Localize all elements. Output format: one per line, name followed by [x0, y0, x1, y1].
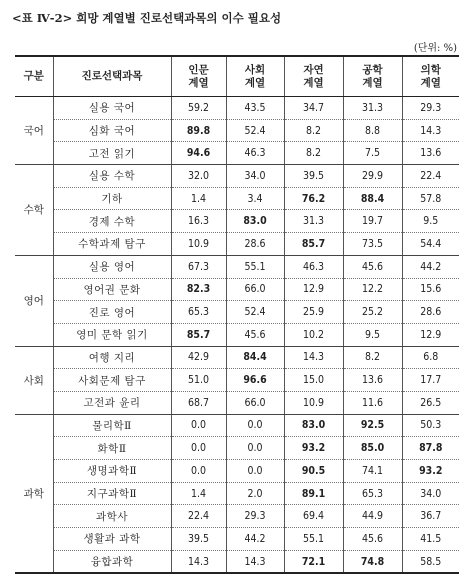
subject-cell: 실용 영어 — [53, 255, 171, 278]
value-cell: 17.7 — [402, 369, 459, 392]
value-cell: 44.2 — [226, 528, 284, 551]
table-body — [15, 97, 459, 574]
value-cell: 14.3 — [226, 550, 284, 573]
value-cell: 28.6 — [402, 301, 459, 324]
value-cell: 50.3 — [402, 414, 459, 437]
value-cell: 25.9 — [284, 301, 343, 324]
value-cell: 8.8 — [343, 119, 402, 142]
table-row — [15, 187, 459, 210]
value-cell: 45.6 — [343, 528, 402, 551]
value-cell: 0.0 — [171, 460, 226, 483]
value-cell: 41.5 — [402, 528, 459, 551]
header-col — [171, 56, 226, 97]
value-cell: 76.2 — [284, 187, 343, 210]
subject-cell: 사회문제 탐구 — [53, 369, 171, 392]
value-cell: 65.3 — [171, 301, 226, 324]
subject-cell: 물리학Ⅱ — [53, 414, 171, 437]
value-cell: 12.9 — [402, 323, 459, 346]
value-cell: 10.9 — [284, 391, 343, 414]
table-row — [15, 165, 459, 188]
value-cell: 31.3 — [343, 97, 402, 120]
value-cell: 83.0 — [226, 210, 284, 233]
value-cell: 0.0 — [226, 414, 284, 437]
value-cell: 73.5 — [343, 233, 402, 256]
value-cell: 85.0 — [343, 437, 402, 460]
table-row — [15, 323, 459, 346]
value-cell: 66.0 — [226, 391, 284, 414]
data-table — [15, 55, 459, 574]
value-cell: 74.8 — [343, 550, 402, 573]
value-cell: 32.0 — [171, 165, 226, 188]
table-row — [15, 210, 459, 233]
header-group: 구분 — [15, 56, 53, 97]
value-cell: 45.6 — [226, 323, 284, 346]
value-cell: 90.5 — [284, 460, 343, 483]
value-cell: 66.0 — [226, 278, 284, 301]
table-row — [15, 142, 459, 165]
table-title: <표 Ⅳ-2> 희망 계열별 진로선택과목의 이수 필요성 — [12, 11, 282, 25]
value-cell: 89.1 — [284, 482, 343, 505]
subject-cell: 심화 국어 — [53, 119, 171, 142]
table-row — [15, 97, 459, 120]
value-cell: 26.5 — [402, 391, 459, 414]
value-cell: 9.5 — [343, 323, 402, 346]
value-cell: 2.0 — [226, 482, 284, 505]
group-cell: 영어 — [15, 255, 53, 346]
value-cell: 94.6 — [171, 142, 226, 165]
value-cell: 34.0 — [226, 165, 284, 188]
value-cell: 25.2 — [343, 301, 402, 324]
header-col — [402, 56, 459, 97]
header-col-label: 자연 계열 — [303, 63, 324, 89]
table-row — [15, 278, 459, 301]
value-cell: 65.3 — [343, 482, 402, 505]
header-col — [284, 56, 343, 97]
subject-cell: 실용 국어 — [53, 97, 171, 120]
subject-cell: 영미 문학 읽기 — [53, 323, 171, 346]
value-cell: 46.3 — [226, 142, 284, 165]
table-row — [15, 505, 459, 528]
value-cell: 88.4 — [343, 187, 402, 210]
subject-cell: 고전 읽기 — [53, 142, 171, 165]
value-cell: 51.0 — [171, 369, 226, 392]
header-row — [15, 56, 459, 97]
header-subject: 진로선택과목 — [53, 56, 171, 97]
value-cell: 68.7 — [171, 391, 226, 414]
table-row — [15, 437, 459, 460]
value-cell: 16.3 — [171, 210, 226, 233]
value-cell: 11.6 — [343, 391, 402, 414]
value-cell: 12.2 — [343, 278, 402, 301]
subject-cell: 생명과학Ⅱ — [53, 460, 171, 483]
value-cell: 6.8 — [402, 346, 459, 369]
value-cell: 54.4 — [402, 233, 459, 256]
subject-cell: 과학사 — [53, 505, 171, 528]
value-cell: 31.3 — [284, 210, 343, 233]
value-cell: 89.8 — [171, 119, 226, 142]
table-row — [15, 369, 459, 392]
value-cell: 67.3 — [171, 255, 226, 278]
value-cell: 43.5 — [226, 97, 284, 120]
value-cell: 44.2 — [402, 255, 459, 278]
table-row — [15, 460, 459, 483]
table-row — [15, 119, 459, 142]
value-cell: 29.3 — [402, 97, 459, 120]
value-cell: 45.6 — [343, 255, 402, 278]
group-cell: 수학 — [15, 165, 53, 256]
header-col-label: 사회 계열 — [244, 63, 266, 89]
value-cell: 34.7 — [284, 97, 343, 120]
value-cell: 87.8 — [402, 437, 459, 460]
value-cell: 10.2 — [284, 323, 343, 346]
value-cell: 0.0 — [171, 414, 226, 437]
subject-cell: 지구과학Ⅱ — [53, 482, 171, 505]
value-cell: 13.6 — [343, 369, 402, 392]
value-cell: 84.4 — [226, 346, 284, 369]
value-cell: 52.4 — [226, 301, 284, 324]
value-cell: 29.3 — [226, 505, 284, 528]
header-col-label: 공학 계열 — [362, 63, 383, 89]
value-cell: 13.6 — [402, 142, 459, 165]
subject-cell: 여행 지리 — [53, 346, 171, 369]
value-cell: 8.2 — [284, 142, 343, 165]
value-cell: 15.0 — [284, 369, 343, 392]
subject-cell: 화학Ⅱ — [53, 437, 171, 460]
table-row — [15, 414, 459, 437]
value-cell: 82.3 — [171, 278, 226, 301]
value-cell: 96.6 — [226, 369, 284, 392]
subject-cell: 실용 수학 — [53, 165, 171, 188]
value-cell: 72.1 — [284, 550, 343, 573]
value-cell: 0.0 — [226, 460, 284, 483]
value-cell: 10.9 — [171, 233, 226, 256]
value-cell: 74.1 — [343, 460, 402, 483]
subject-cell: 생활과 과학 — [53, 528, 171, 551]
subject-cell: 융합과학 — [53, 550, 171, 573]
table-row — [15, 550, 459, 573]
group-cell: 사회 — [15, 346, 53, 414]
value-cell: 0.0 — [171, 437, 226, 460]
value-cell: 34.0 — [402, 482, 459, 505]
value-cell: 39.5 — [284, 165, 343, 188]
value-cell: 55.1 — [284, 528, 343, 551]
value-cell: 8.2 — [343, 346, 402, 369]
table-row — [15, 346, 459, 369]
subject-cell: 영어권 문화 — [53, 278, 171, 301]
group-cell: 과학 — [15, 414, 53, 573]
header-col-label: 의학 계열 — [420, 63, 441, 89]
table-header — [15, 56, 459, 97]
subject-cell: 고전과 윤리 — [53, 391, 171, 414]
value-cell: 92.5 — [343, 414, 402, 437]
table-row — [15, 301, 459, 324]
value-cell: 14.3 — [284, 346, 343, 369]
value-cell: 22.4 — [171, 505, 226, 528]
value-cell: 29.9 — [343, 165, 402, 188]
value-cell: 59.2 — [171, 97, 226, 120]
value-cell: 57.8 — [402, 187, 459, 210]
value-cell: 8.2 — [284, 119, 343, 142]
value-cell: 14.3 — [402, 119, 459, 142]
table-row — [15, 255, 459, 278]
value-cell: 15.6 — [402, 278, 459, 301]
value-cell: 44.9 — [343, 505, 402, 528]
value-cell: 3.4 — [226, 187, 284, 210]
value-cell: 22.4 — [402, 165, 459, 188]
value-cell: 69.4 — [284, 505, 343, 528]
value-cell: 7.5 — [343, 142, 402, 165]
value-cell: 14.3 — [171, 550, 226, 573]
table-row — [15, 482, 459, 505]
table-row — [15, 233, 459, 256]
subject-cell: 경제 수학 — [53, 210, 171, 233]
value-cell: 12.9 — [284, 278, 343, 301]
header-col — [343, 56, 402, 97]
subject-cell: 수학과제 탐구 — [53, 233, 171, 256]
value-cell: 1.4 — [171, 187, 226, 210]
subject-cell: 기하 — [53, 187, 171, 210]
value-cell: 83.0 — [284, 414, 343, 437]
table-row — [15, 528, 459, 551]
value-cell: 42.9 — [171, 346, 226, 369]
value-cell: 9.5 — [402, 210, 459, 233]
value-cell: 93.2 — [284, 437, 343, 460]
value-cell: 85.7 — [284, 233, 343, 256]
value-cell: 85.7 — [171, 323, 226, 346]
value-cell: 58.5 — [402, 550, 459, 573]
value-cell: 36.7 — [402, 505, 459, 528]
value-cell: 1.4 — [171, 482, 226, 505]
group-cell: 국어 — [15, 97, 53, 165]
table-row — [15, 391, 459, 414]
subject-cell: 진로 영어 — [53, 301, 171, 324]
header-col — [226, 56, 284, 97]
value-cell: 0.0 — [226, 437, 284, 460]
value-cell: 46.3 — [284, 255, 343, 278]
value-cell: 93.2 — [402, 460, 459, 483]
value-cell: 28.6 — [226, 233, 284, 256]
value-cell: 52.4 — [226, 119, 284, 142]
header-col-label: 인문 계열 — [188, 63, 209, 89]
value-cell: 19.7 — [343, 210, 402, 233]
value-cell: 55.1 — [226, 255, 284, 278]
value-cell: 39.5 — [171, 528, 226, 551]
unit-label: (단위: %) — [413, 43, 457, 54]
